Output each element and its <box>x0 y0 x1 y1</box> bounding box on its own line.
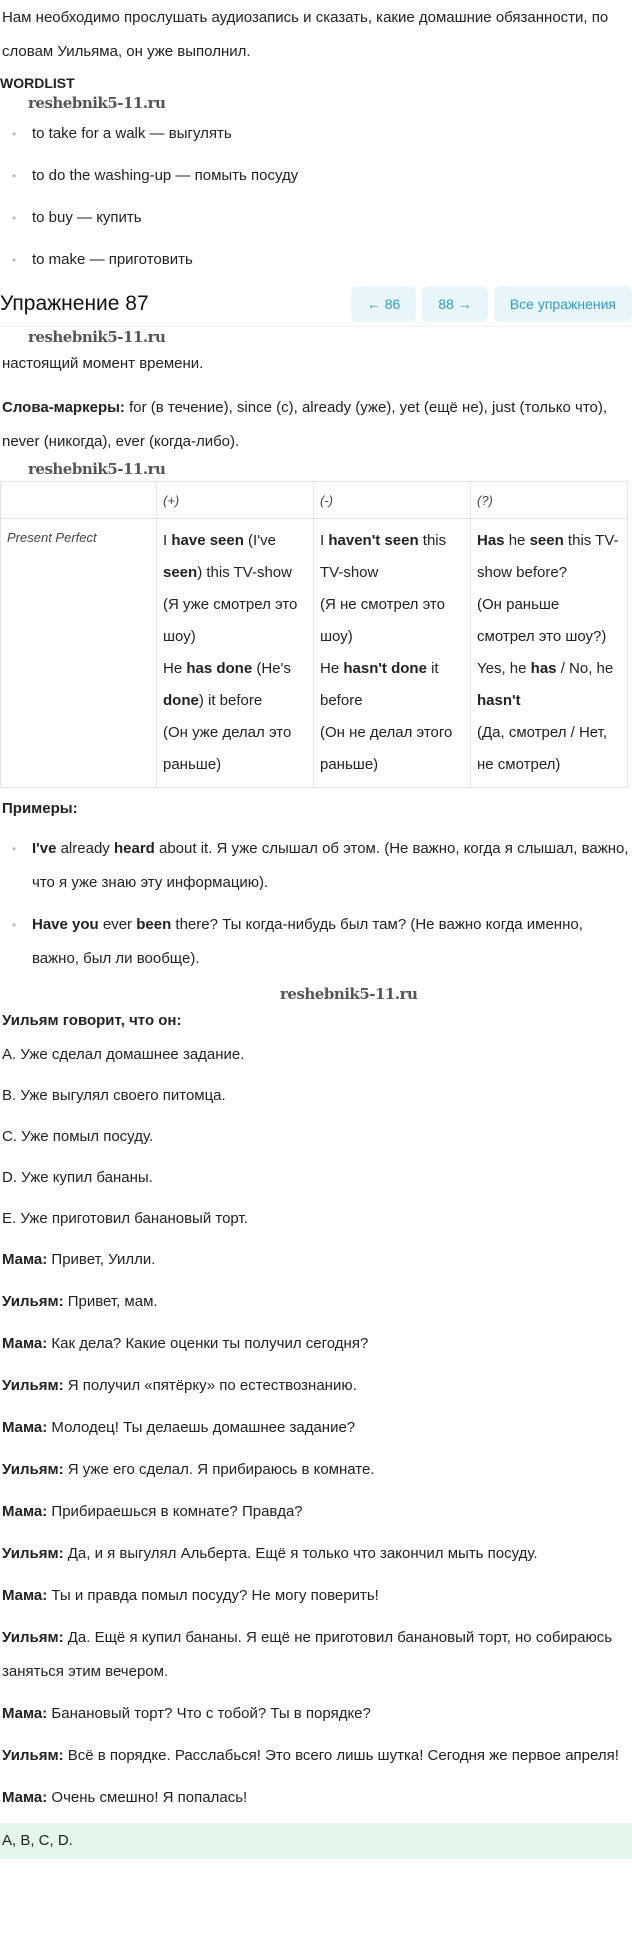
line-text: Привет, мам. <box>63 1293 158 1310</box>
watermark: reshebnik5-11.ru <box>280 985 418 1003</box>
speaker: Мама: <box>2 1587 48 1604</box>
line-text: Банановый торт? Что с тобой? Ты в порядке? <box>47 1705 371 1722</box>
prev-exercise-button[interactable]: ← 86 <box>351 286 416 322</box>
table-header: (?) <box>471 482 628 519</box>
speaker: Уильям: <box>2 1747 64 1764</box>
dialogue-line <box>0 1495 632 1529</box>
table-header <box>1 482 157 519</box>
dialogue-line <box>0 1621 632 1689</box>
speaker: Уильям: <box>2 1377 64 1394</box>
line-text: Всё в порядке. Расслабься! Это всего лишь шутка! Сегодня же первое апреля! <box>63 1747 619 1764</box>
speaker: Мама: <box>2 1335 48 1352</box>
markers-list: for (в течение), since (с), already (уже), yet (ещё не), just (только что), never (никогда), ever (когда-либо). <box>2 399 608 450</box>
option-item: D. Уже купил бананы. <box>2 1169 153 1186</box>
page-title: Упражнение 87 <box>0 291 149 315</box>
dialogue-line <box>0 1579 632 1613</box>
list-item: • to buy — купить <box>10 201 632 235</box>
speaker: Уильям: <box>2 1629 64 1646</box>
line-text: Я получил «пятёрку» по естествознанию. <box>63 1377 357 1394</box>
dialogue-line <box>0 1739 632 1773</box>
line-text: Да, и я выгулял Альберта. Ещё я только что закончил мыть посуду. <box>63 1545 538 1562</box>
affirmative-cell: I have seen (I've seen) this TV-show (Я уже смотрел это шоу) He has done (He's done) it before (Он уже делал это раньше) <box>157 519 314 788</box>
wordlist-title: WORDLIST <box>0 75 75 91</box>
line-text: Очень смешно! Я попалась! <box>47 1789 248 1806</box>
watermark: reshebnik5-11.ru <box>28 94 166 112</box>
option-item: E. Уже приготовил банановый торт. <box>2 1210 248 1227</box>
option-item: B. Уже выгулял своего питомца. <box>2 1087 226 1104</box>
dialogue-line <box>0 1327 632 1361</box>
dialogue-line <box>0 1537 632 1571</box>
next-exercise-button[interactable]: 88 → <box>422 286 487 322</box>
says-label: Уильям говорит, что он: <box>2 1012 182 1029</box>
watermark: reshebnik5-11.ru <box>28 460 166 478</box>
list-item: • to make — приготовить <box>10 243 632 277</box>
line-text: Прибираешься в комнате? Правда? <box>47 1503 303 1520</box>
markers-label: Слова-маркеры: <box>2 399 125 416</box>
line-text: Как дела? Какие оценки ты получил сегодня? <box>47 1335 369 1352</box>
speaker: Мама: <box>2 1503 48 1520</box>
wordlist <box>10 117 632 277</box>
speaker: Мама: <box>2 1789 48 1806</box>
options-list <box>0 1038 632 1236</box>
examples-label: Примеры: <box>2 800 78 817</box>
exercise-header <box>0 285 632 327</box>
dialogue-line <box>0 1369 632 1403</box>
negative-cell: I haven't seen this TV-show (Я не смотрел это шоу) He hasn't done it before (Он не делал этого раньше) <box>314 519 471 788</box>
list-item: • to do the washing-up — помыть посуду <box>10 159 632 193</box>
grammar-table <box>0 481 628 788</box>
watermark: reshebnik5-11.ru <box>28 328 166 346</box>
theory-text: настоящий момент времени. <box>2 355 204 372</box>
list-item: • to take for a walk — выгулять <box>10 117 632 151</box>
table-header: (-) <box>314 482 471 519</box>
markers-text <box>0 391 632 459</box>
dialogue-line <box>0 1285 632 1319</box>
speaker: Уильям: <box>2 1293 64 1310</box>
speaker: Уильям: <box>2 1545 64 1562</box>
answer-box: A, B, C, D. <box>0 1823 632 1859</box>
list-item: • Have you ever been there? Ты когда-нибудь был там? (Не важно когда именно, важно, был ли вообще). <box>10 908 632 976</box>
speaker: Мама: <box>2 1705 48 1722</box>
line-text: Да. Ещё я купил бананы. Я ещё не приготовил банановый торт, но собираюсь заняться этим вечером. <box>2 1629 613 1680</box>
speaker: Мама: <box>2 1419 48 1436</box>
line-text: Ты и правда помыл посуду? Не могу поверить! <box>47 1587 379 1604</box>
tense-cell: Present Perfect <box>1 519 157 788</box>
speaker: Уильям: <box>2 1461 64 1478</box>
option-item: C. Уже помыл посуду. <box>2 1128 154 1145</box>
dialogue-line <box>0 1243 632 1277</box>
examples-list <box>10 832 632 976</box>
line-text: Привет, Уилли. <box>47 1251 156 1268</box>
dialogue-line <box>0 1781 632 1815</box>
option-item: A. Уже сделал домашнее задание. <box>2 1046 245 1063</box>
dialogue <box>0 1243 632 1815</box>
dialogue-line <box>0 1453 632 1487</box>
question-cell: Has he seen this TV-show before? (Он раньше смотрел это шоу?) Yes, he has / No, he hasn't (Да, смотрел / Нет, не смотрел) <box>471 519 628 788</box>
dialogue-line <box>0 1411 632 1445</box>
speaker: Мама: <box>2 1251 48 1268</box>
all-exercises-button[interactable]: Все упражнения <box>494 286 632 322</box>
line-text: Я уже его сделал. Я прибираюсь в комнате. <box>63 1461 375 1478</box>
dialogue-line <box>0 1697 632 1731</box>
table-header: (+) <box>157 482 314 519</box>
intro-text: Нам необходимо прослушать аудиозапись и сказать, какие домашние обязанности, по словам Уильяма, он уже выполнил. <box>2 9 609 60</box>
line-text: Молодец! Ты делаешь домашнее задание? <box>47 1419 356 1436</box>
list-item: • I've already heard about it. Я уже слышал об этом. (Не важно, когда я слышал, важно, что я уже знаю эту информацию). <box>10 832 632 900</box>
